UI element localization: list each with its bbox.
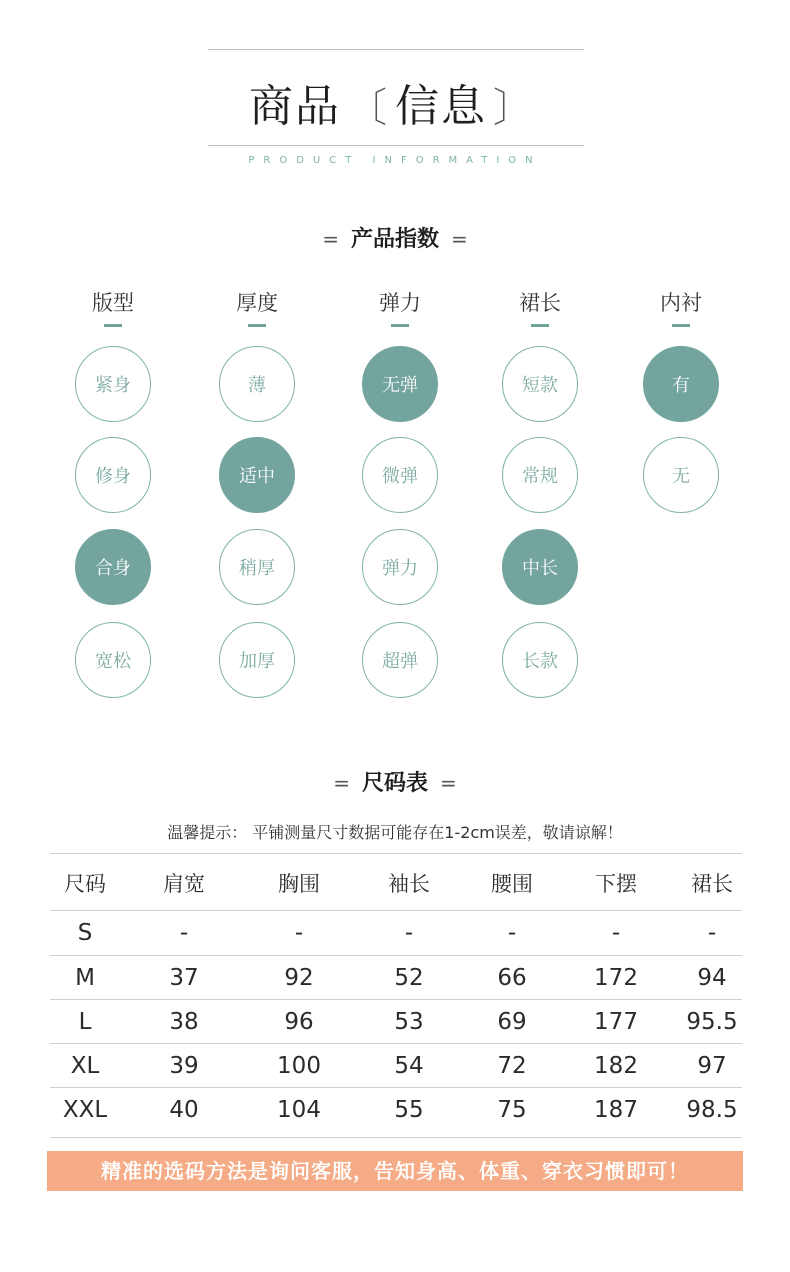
table-cell: L	[78, 1008, 92, 1035]
table-cell: 100	[277, 1052, 321, 1079]
sizing-advice-banner: 精准的选码方法是询问客服，告知身高、体重、穿衣习惯即可！	[47, 1151, 743, 1191]
heading-eq-left: =	[322, 227, 339, 251]
index-column-title: 厚度	[236, 291, 278, 315]
index-option-selected: 合身	[75, 529, 151, 605]
index-option: 修身	[75, 437, 151, 513]
index-option: 稍厚	[219, 529, 295, 605]
index-option: 紧身	[75, 346, 151, 422]
table-cell: -	[507, 919, 517, 946]
heading-eq-right: =	[451, 227, 468, 251]
table-cell: 96	[284, 1008, 314, 1035]
table-cell: -	[707, 919, 717, 946]
index-column	[73, 288, 153, 327]
table-cell: XL	[70, 1052, 100, 1079]
table-header-row	[50, 860, 742, 905]
table-cell: 55	[394, 1096, 424, 1123]
table-cell: 177	[594, 1008, 638, 1035]
table-cell: 39	[169, 1052, 199, 1079]
table-cell: 53	[394, 1008, 424, 1035]
index-column-title: 内衬	[660, 291, 702, 315]
heading-eq-left: =	[333, 771, 350, 795]
table-row	[50, 999, 742, 1044]
table-cell: -	[179, 919, 189, 946]
heading-eq-right: =	[440, 771, 457, 795]
index-option: 加厚	[219, 622, 295, 698]
index-option: 长款	[502, 622, 578, 698]
index-option-selected: 无弹	[362, 346, 438, 422]
table-row	[50, 910, 742, 955]
table-rule	[50, 1137, 742, 1138]
table-cell: 172	[594, 964, 638, 991]
title-highlight: 信息	[395, 81, 487, 132]
size-heading-text: 尺码表	[361, 771, 428, 796]
table-cell: 66	[497, 964, 527, 991]
page-subtitle: PRODUCT INFORMATION	[248, 155, 542, 166]
index-option: 薄	[219, 346, 295, 422]
table-header-cell: 裙长	[691, 871, 733, 896]
index-option: 无	[643, 437, 719, 513]
page-title	[0, 70, 790, 134]
table-cell: XXL	[62, 1096, 108, 1123]
table-cell: 75	[497, 1096, 527, 1123]
table-rule	[50, 853, 742, 854]
table-row	[50, 1043, 742, 1088]
index-option-selected: 有	[643, 346, 719, 422]
header-top-line	[208, 49, 584, 50]
table-cell: 37	[169, 964, 199, 991]
title-right-bracket: 〕	[493, 85, 535, 131]
index-option: 弹力	[362, 529, 438, 605]
index-option-selected: 中长	[502, 529, 578, 605]
index-option: 超弹	[362, 622, 438, 698]
table-cell: 40	[169, 1096, 199, 1123]
table-cell: 104	[277, 1096, 321, 1123]
index-column-underline	[104, 324, 122, 327]
table-header-cell: 下摆	[595, 871, 637, 896]
index-heading	[0, 222, 790, 253]
table-cell: 69	[497, 1008, 527, 1035]
table-cell: 54	[394, 1052, 424, 1079]
index-option-selected: 适中	[219, 437, 295, 513]
index-option: 常规	[502, 437, 578, 513]
table-cell: S	[77, 919, 93, 946]
table-cell: 95.5	[686, 1008, 738, 1035]
index-option: 微弹	[362, 437, 438, 513]
index-column-underline	[531, 324, 549, 327]
index-option: 短款	[502, 346, 578, 422]
table-row	[50, 955, 742, 1000]
index-column	[641, 288, 721, 327]
index-column-title: 版型	[92, 291, 134, 315]
header-bottom-line	[208, 145, 584, 146]
table-cell: 187	[594, 1096, 638, 1123]
measurement-tip: 温馨提示： 平铺测量尺寸数据可能存在1-2cm误差，敬请谅解！	[167, 823, 623, 842]
table-row	[50, 1087, 742, 1132]
index-column-title: 弹力	[379, 291, 421, 315]
table-cell: 182	[594, 1052, 638, 1079]
index-column-title: 裙长	[519, 291, 561, 315]
size-heading	[0, 766, 790, 797]
table-cell: 94	[697, 964, 727, 991]
table-cell: 98.5	[686, 1096, 738, 1123]
table-cell: 97	[697, 1052, 727, 1079]
table-header-cell: 袖长	[388, 871, 430, 896]
table-cell: 72	[497, 1052, 527, 1079]
index-column	[217, 288, 297, 327]
index-option: 宽松	[75, 622, 151, 698]
table-cell: 92	[284, 964, 314, 991]
table-cell: 38	[169, 1008, 199, 1035]
index-column	[360, 288, 440, 327]
table-header-cell: 尺码	[64, 871, 106, 896]
table-header-cell: 腰围	[491, 871, 533, 896]
table-cell: -	[404, 919, 414, 946]
table-cell: M	[75, 964, 95, 991]
table-header-cell: 肩宽	[163, 871, 205, 896]
index-column	[500, 288, 580, 327]
table-cell: 52	[394, 964, 424, 991]
index-column-underline	[391, 324, 409, 327]
table-cell: -	[294, 919, 304, 946]
table-header-cell: 胸围	[278, 871, 320, 896]
title-left-bracket: 〔	[347, 85, 389, 131]
title-main: 商品	[249, 81, 341, 132]
index-column-underline	[672, 324, 690, 327]
index-column-underline	[248, 324, 266, 327]
table-cell: -	[611, 919, 621, 946]
index-heading-text: 产品指数	[350, 227, 439, 252]
